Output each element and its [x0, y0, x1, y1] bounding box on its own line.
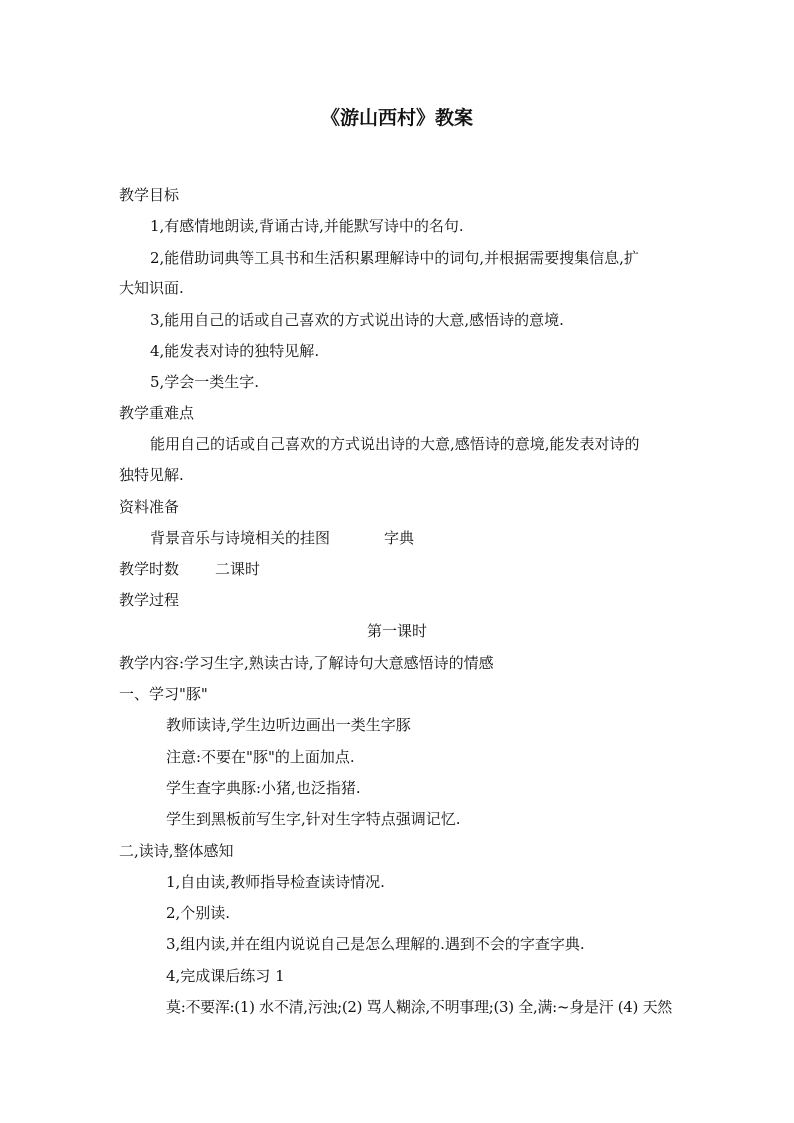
lesson-1-title: 第一课时 — [366, 622, 427, 640]
key-points-heading: 教学重难点 — [119, 404, 195, 422]
section-1-item-1: 教师读诗,学生边听边画出一类生字豚 — [166, 716, 411, 734]
hours-value: 二课时 — [215, 560, 261, 578]
section-2-item-2: 2,个别读. — [166, 904, 231, 922]
key-points-line-2: 独特见解. — [119, 466, 184, 484]
section-2-item-3: 3,组内读,并在组内说说自己是怎么理解的.遇到不会的字查字典. — [166, 935, 585, 953]
lesson-1-content: 教学内容:学习生字,熟读古诗,了解诗句大意感悟诗的情感 — [119, 654, 494, 672]
document-title: 《游山西村》教案 — [320, 107, 473, 129]
hours-label: 教学时数 — [119, 560, 180, 578]
materials-heading: 资料准备 — [119, 498, 180, 516]
section-1-item-3: 学生查字典豚:小猪,也泛指猪. — [166, 779, 361, 797]
process-heading: 教学过程 — [119, 591, 180, 609]
section-2-item-5: 莫:不要浑:(1) 水不清,污浊;(2) 骂人糊涂,不明事理;(3) 全,满:~身是汗 (4) 天然 — [166, 998, 672, 1016]
materials-item-2: 字典 — [384, 529, 415, 547]
goal-item-5: 5,学会一类生字. — [150, 373, 260, 391]
section-1-heading: 一、学习"豚" — [119, 685, 208, 703]
goal-item-2-continued: 大知识面. — [119, 279, 184, 297]
section-1-item-2: 注意:不要在"豚"的上面加点. — [166, 748, 355, 766]
goal-item-2: 2,能借助词典等工具书和生活积累理解诗中的词句,并根据需要搜集信息,扩 — [150, 249, 639, 267]
section-2-heading: 二,读诗,整体感知 — [119, 842, 234, 860]
section-2-item-1: 1,自由读,教师指导检查读诗情况. — [166, 873, 385, 891]
section-2-item-4: 4,完成课后练习 1 — [166, 967, 285, 985]
goal-item-1: 1,有感情地朗读,背诵古诗,并能默写诗中的名句. — [150, 217, 464, 235]
goals-heading: 教学目标 — [119, 186, 180, 204]
goal-item-3: 3,能用自己的话或自己喜欢的方式说出诗的大意,感悟诗的意境. — [150, 311, 564, 329]
goal-item-4: 4,能发表对诗的独特见解. — [150, 342, 320, 360]
key-points-line-1: 能用自己的话或自己喜欢的方式说出诗的大意,感悟诗的意境,能发表对诗的 — [150, 435, 640, 453]
materials-item-1: 背景音乐与诗境相关的挂图 — [150, 529, 331, 547]
section-1-item-4: 学生到黑板前写生字,针对生字特点强调记忆. — [166, 810, 461, 828]
